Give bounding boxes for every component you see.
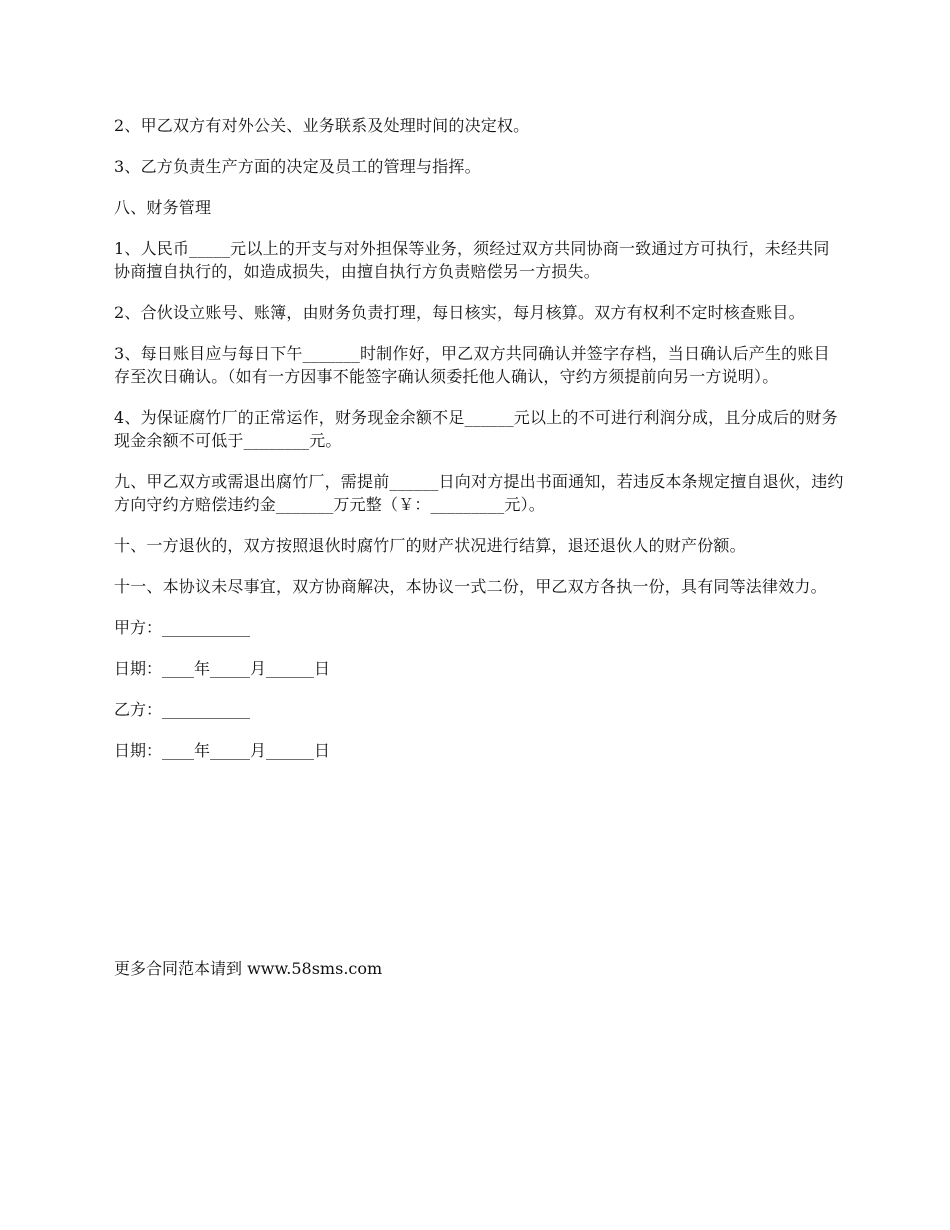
party-a-signature: 甲方：___________ [114, 618, 251, 637]
paragraph-finance-1: 1、人民币_____元以上的开支与对外担保等业务，须经过双方共同协商一致通过方可执行，未经共同协商擅自执行的，如造成损失，由擅自执行方负责赔偿另一方损失。 [114, 239, 830, 281]
footer-template-link: 更多合同范本请到 www.58sms.com [114, 959, 383, 978]
party-b-date: 日期：____年_____月______日 [114, 741, 331, 760]
paragraph-finance-2: 2、合伙设立账号、账簿，由财务负责打理，每日核实，每月核算。双方有权利不定时核查账目。 [114, 303, 805, 322]
paragraph-3-production-authority: 3、乙方负责生产方面的决定及员工的管理与指挥。 [114, 157, 481, 176]
document-body [114, 114, 844, 780]
section-heading-finance: 八、财务管理 [114, 198, 212, 217]
party-b-signature: 乙方：___________ [114, 700, 251, 719]
party-a-date: 日期：____年_____月______日 [114, 659, 331, 678]
paragraph-finance-4: 4、为保证腐竹厂的正常运作，财务现金余额不足______元以上的不可进行利润分成，且分成后的财务现金余额不可低于________元。 [114, 408, 838, 450]
paragraph-2-external-authority: 2、甲乙双方有对外公关、业务联系及处理时间的决定权。 [114, 116, 530, 135]
section-withdrawal-notice: 九、甲乙双方或需退出腐竹厂，需提前______日向对方提出书面通知，若违反本条规定擅自退伙，违约方向守约方赔偿违约金_______万元整（￥：_________元）。 [114, 472, 844, 514]
paragraph-finance-3: 3、每日账目应与每日下午_______时制作好，甲乙双方共同确认并签字存档，当日确认后产生的账目存至次日确认。（如有一方因事不能签字确认须委托他人确认，守约方须提前向另一方说明）。 [114, 344, 830, 386]
section-withdrawal-settlement: 十、一方退伙的，双方按照退伙时腐竹厂的财产状况进行结算，退还退伙人的财产份额。 [114, 536, 746, 555]
section-miscellaneous: 十一、本协议未尽事宜，双方协商解决，本协议一式二份，甲乙双方各执一份，具有同等法律效力。 [114, 577, 827, 596]
